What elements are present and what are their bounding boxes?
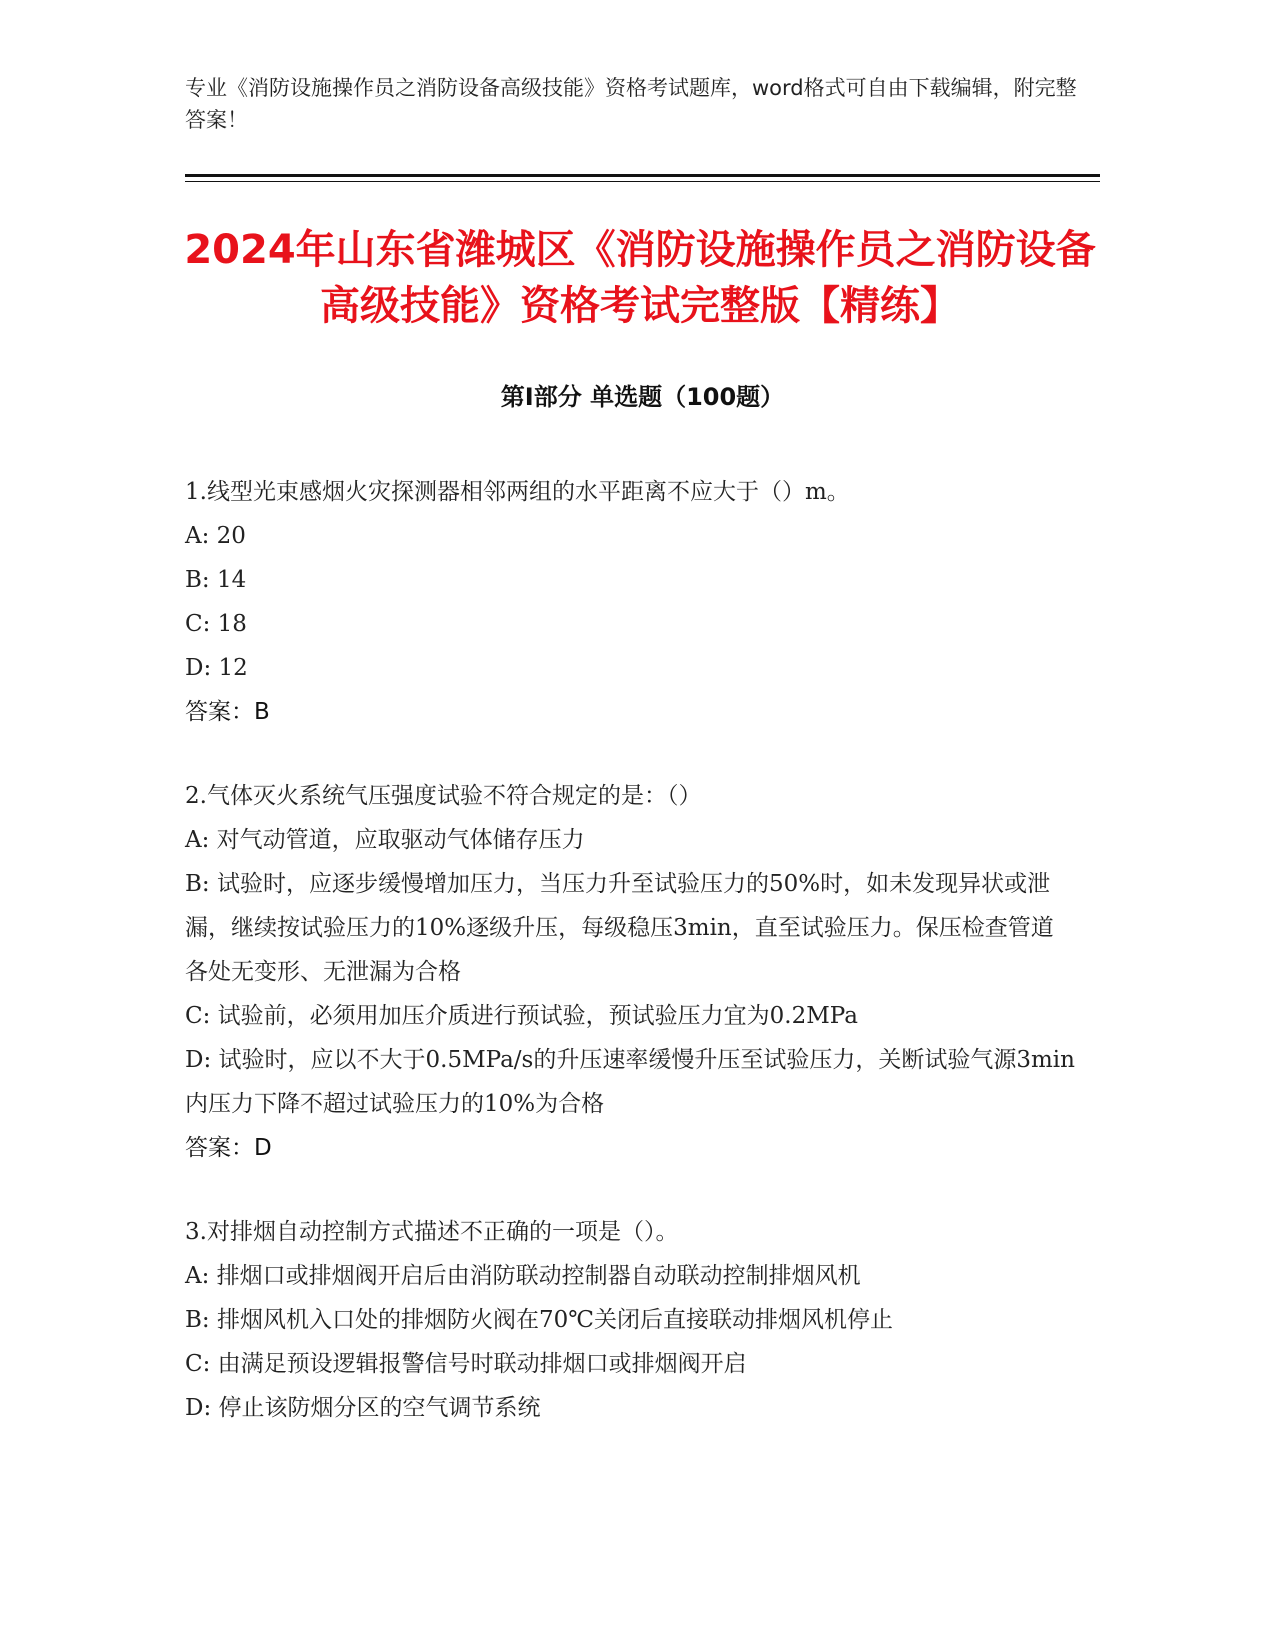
option-b: B: 试验时，应逐步缓慢增加压力，当压力升至试验压力的50%时，如未发现异状或泄漏，继续按试验压力的10%逐级升压，每级稳压3min，直至试验压力。保压检查管道各处无变形、无泄漏为合格 bbox=[185, 871, 1054, 985]
option-c: C: 18 bbox=[185, 611, 247, 637]
document-title: 2024年山东省潍城区《消防设施操作员之消防设备高级技能》资格考试完整版【精练】 bbox=[184, 227, 1096, 329]
question-stem: 2.气体灭火系统气压强度试验不符合规定的是：（） bbox=[185, 783, 702, 809]
option-d: D: 停止该防烟分区的空气调节系统 bbox=[185, 1395, 541, 1421]
option-a: A: 对气动管道，应取驱动气体储存压力 bbox=[185, 827, 585, 853]
option-b: B: 14 bbox=[185, 567, 247, 593]
answer-label: 答案：B bbox=[185, 699, 270, 725]
question-list bbox=[185, 470, 1075, 1470]
option-a: A: 20 bbox=[185, 523, 246, 549]
option-a: A: 排烟口或排烟阀开启后由消防联动控制器自动联动控制排烟风机 bbox=[185, 1263, 861, 1289]
header-rule-thick bbox=[185, 174, 1100, 177]
section-title: 第I部分 单选题（100题） bbox=[500, 383, 785, 411]
question-3 bbox=[185, 1210, 1075, 1430]
option-d: D: 12 bbox=[185, 655, 248, 681]
header-rule-thin bbox=[185, 181, 1100, 182]
question-1 bbox=[185, 470, 1075, 734]
option-c: C: 试验前，必须用加压介质进行预试验，预试验压力宜为0.2MPa bbox=[185, 1003, 858, 1029]
option-d: D: 试验时，应以不大于0.5MPa/s的升压速率缓慢升压至试验压力，关断试验气源3min内压力下降不超过试验压力的10%为合格 bbox=[185, 1047, 1075, 1117]
question-stem: 1.线型光束感烟火灾探测器相邻两组的水平距离不应大于（）m。 bbox=[185, 479, 850, 505]
header-note: 专业《消防设施操作员之消防设备高级技能》资格考试题库，word格式可自由下载编辑，附完整答案！ bbox=[185, 76, 1077, 132]
question-stem: 3.对排烟自动控制方式描述不正确的一项是（）。 bbox=[185, 1219, 679, 1245]
option-c: C: 由满足预设逻辑报警信号时联动排烟口或排烟阀开启 bbox=[185, 1351, 747, 1377]
answer-label: 答案：D bbox=[185, 1135, 272, 1161]
question-2 bbox=[185, 774, 1075, 1170]
option-b: B: 排烟风机入口处的排烟防火阀在70℃关闭后直接联动排烟风机停止 bbox=[185, 1307, 893, 1333]
